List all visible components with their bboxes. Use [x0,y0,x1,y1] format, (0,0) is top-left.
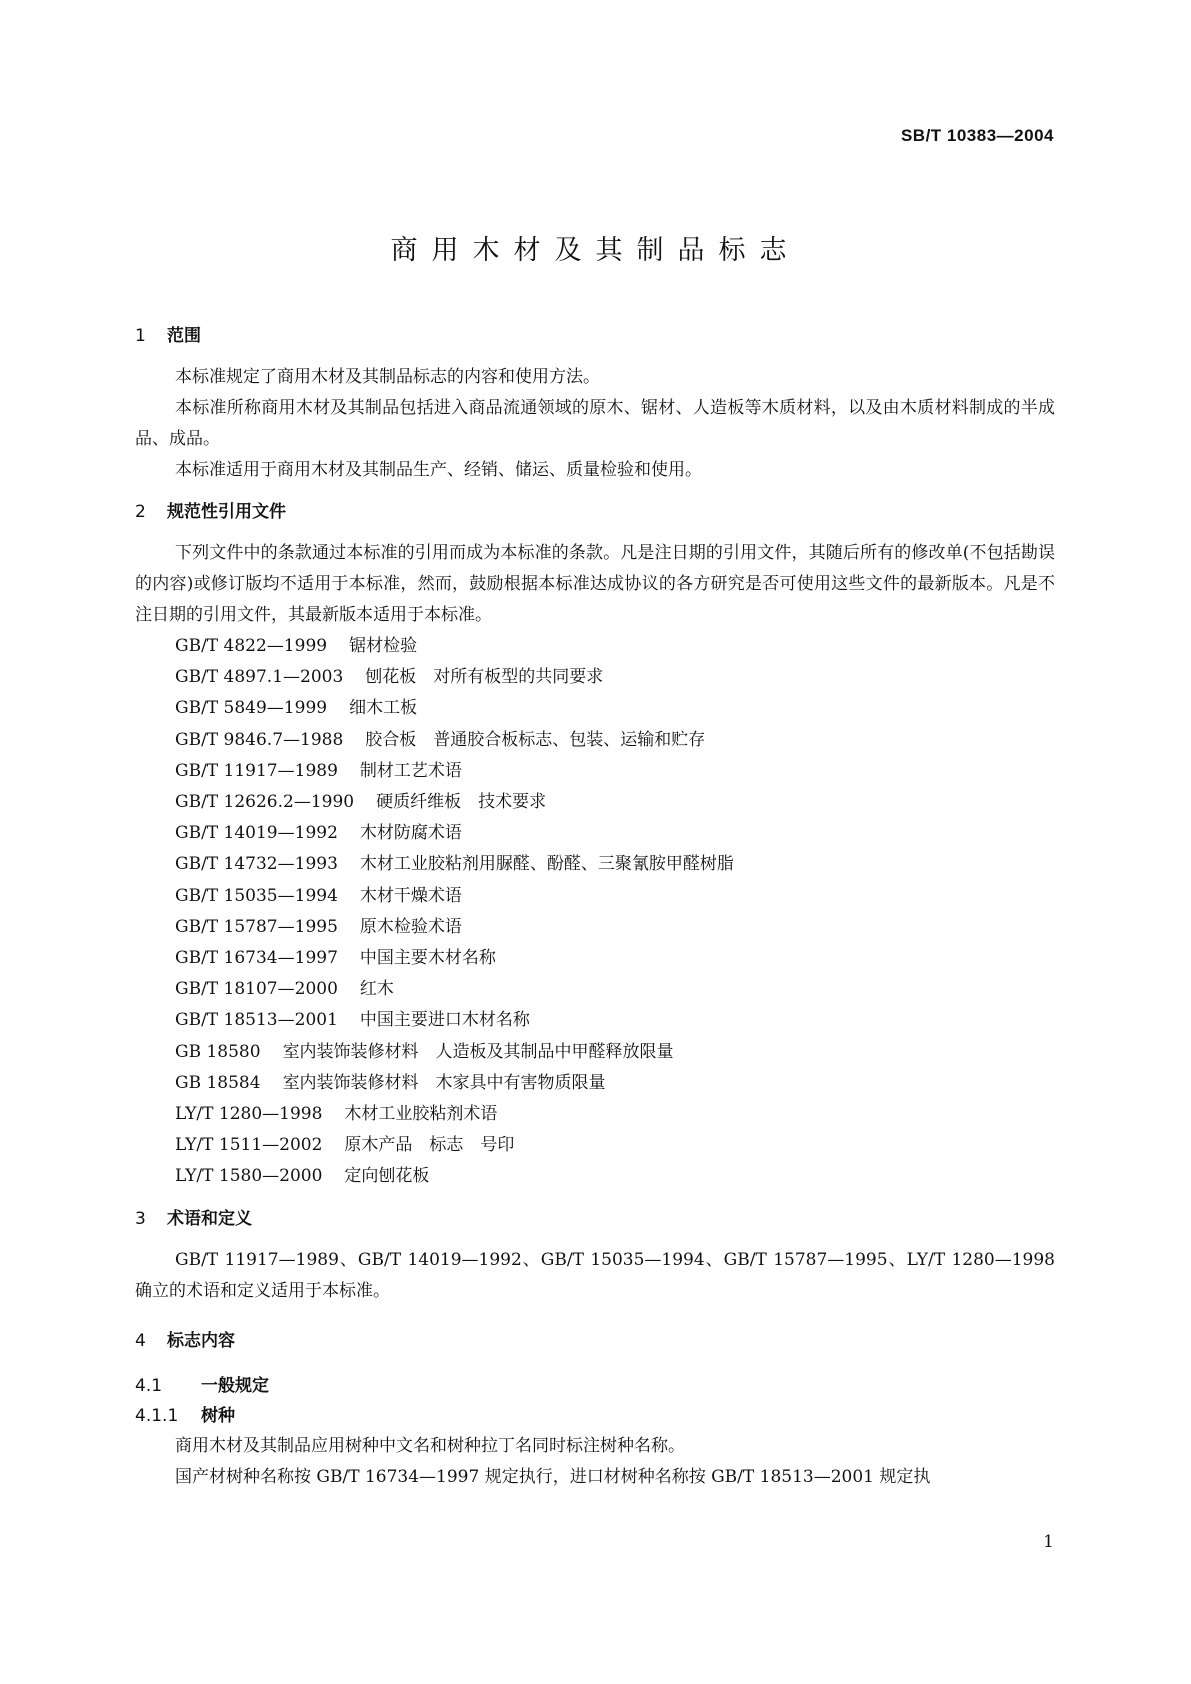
reference-code: GB/T 16734—1997 [175,948,338,969]
reference-title: 红木 [359,979,394,1000]
reference-item [135,631,1055,662]
reference-item [135,1161,1055,1192]
reference-item [135,1037,1055,1068]
reference-item [135,725,1055,756]
page-number: 1 [1043,1532,1054,1552]
reference-code: GB/T 15787—1995 [175,916,338,937]
subsection-4-1-heading [135,1371,1055,1401]
reference-title: 细木工板 [349,698,418,719]
reference-code: LY/T 1511—2002 [175,1135,323,1156]
reference-code: GB/T 18513—2001 [175,1010,338,1031]
reference-item [135,756,1055,787]
subsection-4-1-1-heading [135,1401,1055,1431]
reference-title: 木材防腐术语 [359,823,462,844]
paragraph: 商用木材及其制品应用树种中文名和树种拉丁名同时标注树种名称。 [175,1435,685,1456]
reference-item [135,1130,1055,1161]
reference-item [135,974,1055,1005]
reference-item [135,912,1055,943]
section-title: 一般规定 [201,1375,269,1396]
reference-code: GB/T 4822—1999 [175,636,328,656]
reference-title: 锯材检验 [349,636,418,656]
reference-code: LY/T 1280—1998 [175,1104,323,1125]
section-title: 范围 [167,326,201,346]
paragraph: 本标准规定了商用木材及其制品标志的内容和使用方法。 [175,367,600,387]
reference-code: LY/T 1580—2000 [175,1166,323,1187]
reference-item [135,1099,1055,1130]
reference-item [135,1068,1055,1099]
reference-item [135,1005,1055,1036]
reference-title: 室内装饰装修材料 人造板及其制品中甲醛释放限量 [282,1041,674,1062]
paragraph: 本标准适用于商用木材及其制品生产、经销、储运、质量检验和使用。 [175,460,702,480]
section-4-heading [135,1325,1055,1357]
document-title: 商用木材及其制品标志 [390,235,801,266]
paragraph: GB/T 11917—1989、GB/T 14019—1992、GB/T 15035—1994、GB/T 15787—1995、LY/T 1280—1998 确立的术语和定义适用于本标准。 [135,1249,1055,1301]
standard-code: SB/T 10383—2004 [900,126,1054,145]
section-number: 3 [135,1208,146,1229]
reference-title: 胶合板 普通胶合板标志、包装、运输和贮存 [365,729,706,750]
reference-title: 木材工业胶粘剂术语 [344,1104,498,1125]
reference-title: 木材干燥术语 [359,885,462,906]
paragraph: 国产材树种名称按 GB/T 16734—1997 规定执行，进口材树种名称按 GB/T 18513—2001 规定执 [175,1466,931,1487]
section-number: 4 [135,1330,146,1351]
reference-title: 木材工业胶粘剂用脲醛、酚醛、三聚氰胺甲醛树脂 [359,854,734,875]
section-number: 2 [135,502,146,522]
reference-code: GB 18580 [175,1041,261,1062]
section-number: 1 [135,326,146,346]
paragraph: 下列文件中的条款通过本标准的引用而成为本标准的条款。凡是注日期的引用文件，其随后所有的修改单(不包括勘误的内容)或修订版均不适用于本标准，然而，鼓励根据本标准达成协议的各方研究是否可使用这些文件的最新版本。凡是不注日期的引用文件，其最新版本适用于本标准。 [135,543,1055,625]
reference-code: GB/T 14732—1993 [175,854,338,875]
reference-code: GB/T 5849—1999 [175,698,328,719]
reference-title: 原木产品 标志 号印 [344,1135,515,1156]
reference-code: GB 18584 [175,1072,261,1093]
reference-title: 室内装饰装修材料 木家具中有害物质限量 [282,1072,606,1093]
reference-title: 中国主要木材名称 [359,948,496,969]
reference-title: 制材工艺术语 [359,760,462,781]
reference-code: GB/T 18107—2000 [175,979,338,1000]
reference-code: GB/T 11917—1989 [175,760,338,781]
reference-item [135,693,1055,724]
reference-title: 定向刨花板 [344,1166,430,1187]
reference-item [135,662,1055,693]
section-title: 标志内容 [167,1330,235,1351]
section-2-heading [135,496,1055,528]
reference-list [135,631,1055,1193]
reference-code: GB/T 15035—1994 [175,885,338,906]
reference-title: 硬质纤维板 技术要求 [376,792,547,813]
reference-title: 刨花板 对所有板型的共同要求 [365,667,604,688]
reference-code: GB/T 14019—1992 [175,823,338,844]
section-number: 4.1 [135,1375,163,1396]
reference-code: GB/T 4897.1—2003 [175,667,344,688]
reference-code: GB/T 9846.7—1988 [175,729,344,750]
section-title: 规范性引用文件 [167,502,286,522]
reference-item [135,943,1055,974]
reference-title: 中国主要进口木材名称 [359,1010,530,1031]
section-title: 树种 [201,1405,235,1426]
paragraph: 本标准所称商用木材及其制品包括进入商品流通领域的原木、锯材、人造板等木质材料，以及由木质材料制成的半成品、成品。 [135,398,1055,449]
reference-item [135,849,1055,880]
section-title: 术语和定义 [167,1208,252,1229]
section-1-heading [135,320,1055,352]
document-body [135,320,1055,1493]
reference-title: 原木检验术语 [359,916,462,937]
reference-item [135,881,1055,912]
section-number: 4.1.1 [135,1405,179,1426]
reference-item [135,818,1055,849]
section-3-heading [135,1203,1055,1235]
reference-item [135,787,1055,818]
reference-code: GB/T 12626.2—1990 [175,792,355,813]
